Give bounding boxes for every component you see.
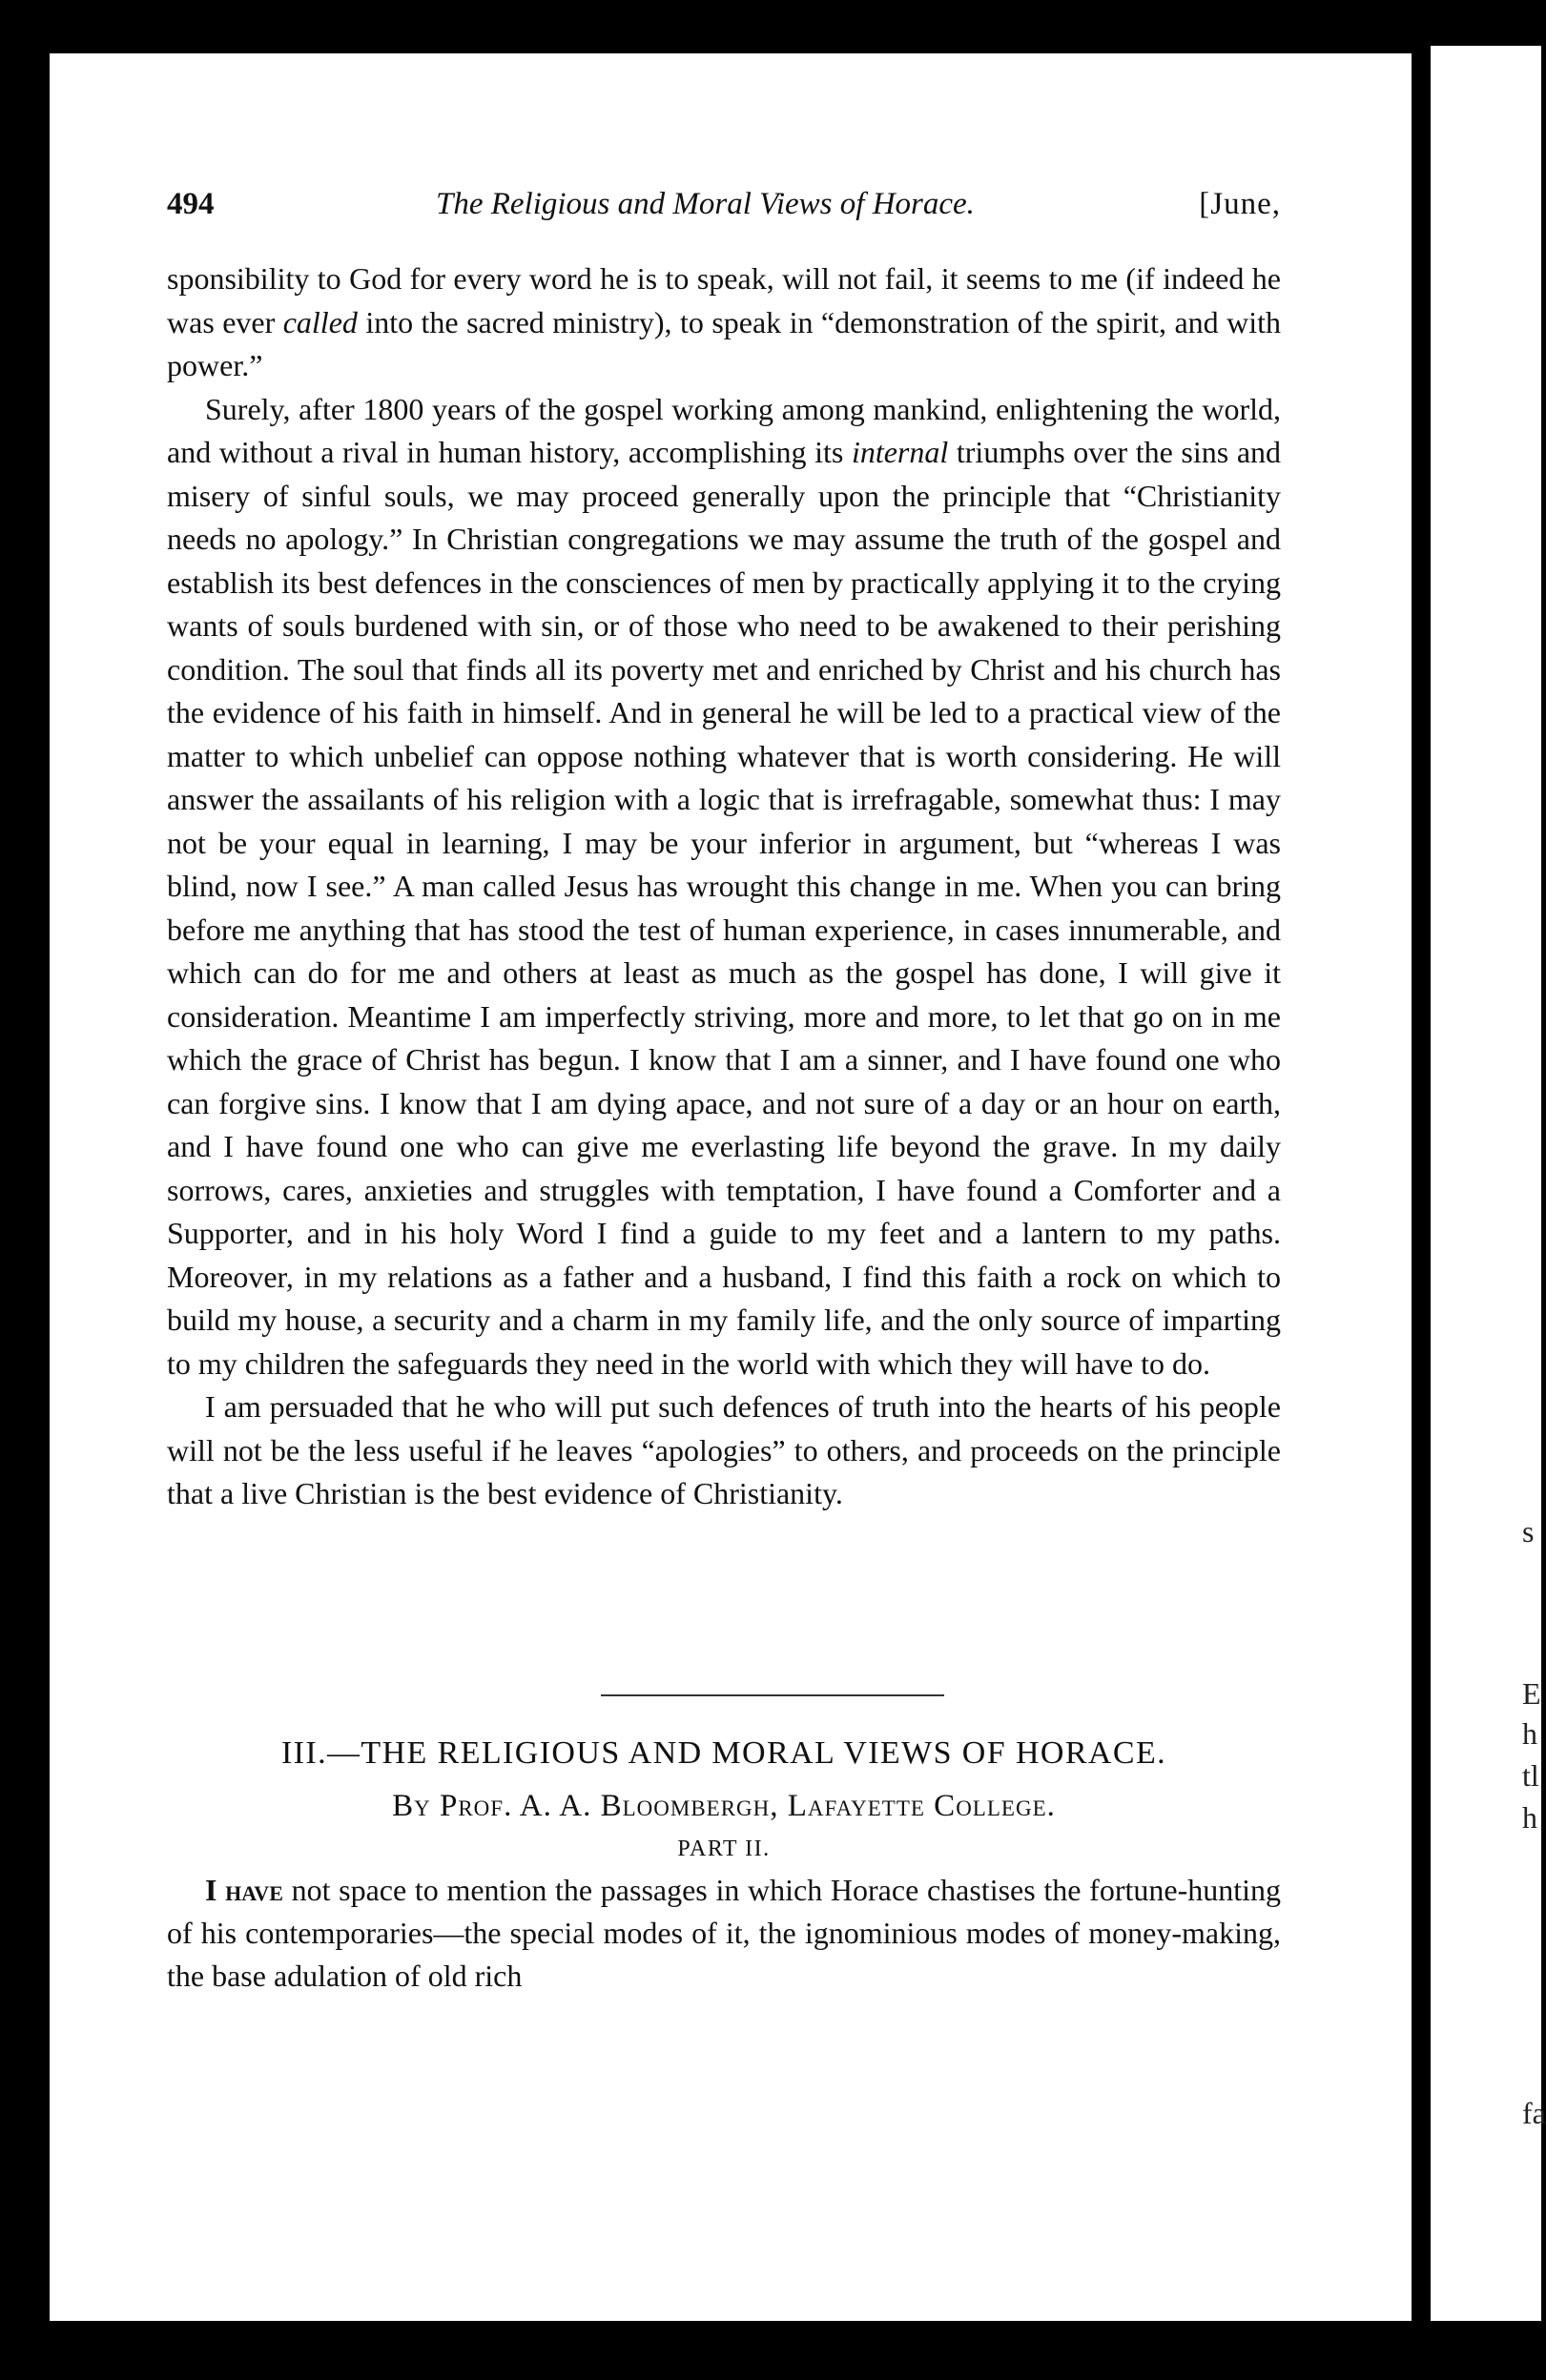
paragraph-continued: sponsibility to God for every word he is to speak, will not fail, it seems to me (if indeed he was ever called into the sacred ministry), to speak in “demonstration of the spirit, and with power.” (167, 261, 1282, 382)
right-page-fragment: h (1522, 1800, 1537, 1835)
article-title: III.—THE RELIGIOUS AND MORAL VIEWS OF HORACE. (280, 1735, 1167, 1771)
article-byline: By Prof. A. A. Bloombergh, Lafayette College. (392, 1789, 1056, 1823)
right-page-fragment: s (1522, 1514, 1535, 1549)
right-page-fragment: fa (1522, 2096, 1546, 2130)
section-divider (601, 1694, 944, 1696)
article-part-heading: PART II. (677, 1836, 771, 1861)
emphasis-internal: internal (851, 435, 949, 469)
running-title: The Religious and Moral Views of Horace. (436, 187, 975, 221)
article-opening-paragraph: I have not space to mention the passages in which Horace chastises the fortune-hunting of his contemporaries—the special modes of it, the ignominious modes of money-making, the base adulation of old rich (167, 1873, 1282, 1993)
right-page-fragment: E (1522, 1676, 1541, 1711)
page-number: 494 (167, 187, 215, 221)
running-month: [June, (1199, 187, 1281, 221)
body-text (167, 257, 1281, 1516)
emphasis-called: called (282, 304, 358, 339)
paragraph: I am persuaded that he who will put such defences of truth into the hearts of his people will not be the less useful if he leaves “apologies” to others, and proceeds on the principle that a live Christian is the best evidence of Christianity. (167, 1389, 1281, 1510)
right-page-fragment: h (1522, 1716, 1537, 1751)
opening-small-caps: I have (205, 1873, 283, 1907)
right-page-fragment: tl (1522, 1758, 1539, 1793)
right-page-edge (1431, 46, 1546, 2321)
paragraph: Surely, after 1800 years of the gospel working among mankind, enlightening the world, and without a rival in human history, accomplishing its internal triumphs over the sins and misery of sinful souls, we may proceed generally upon the principle that “Christianity needs no apology.” In Christian congregations we may assume the truth of the gospel and establish its best defences in the consciences of men by practically applying it to the crying wants of souls burdened with sin, or of those who need to be awakened to their perishing condition. The soul that finds all its poverty met and enriched by Christ and his church has the evidence of his faith in himself. And in general he will be led to a practical view of the matter to which unbelief can oppose nothing whatever that is worth considering. He will answer the assailants of his religion with a logic that is irrefragable, somewhat thus: I may not be your equal in learning, I may be your inferior in argument, but “whereas I was blind, now I see.” A man called Jesus has wrought this change in me. When you can bring before me anything that has stood the test of human experience, in cases innumerable, and which can do for me and others at least as much as the gospel has done, I will give it consideration. Meantime I am imperfectly striving, more and more, to let that go on in me which the grace of Christ has begun. I know that I am a sinner, and I have found one who can forgive sins. I know that I am dying apace, and not sure of a day or an hour on earth, and I have found one who can give me everlasting life beyond the grave. In my daily sorrows, cares, anxieties and struggles with temptation, I have found a Comforter and a Supporter, and in his holy Word I find a guide to my feet and a lantern to my paths. Moreover, in my relations as a father and a husband, I find this faith a rock on which to build my house, a security and a charm in my family life, and the only source of imparting to my children the safeguards they need in the world with which they will have to do. (167, 391, 1282, 1381)
running-header (167, 187, 1281, 229)
